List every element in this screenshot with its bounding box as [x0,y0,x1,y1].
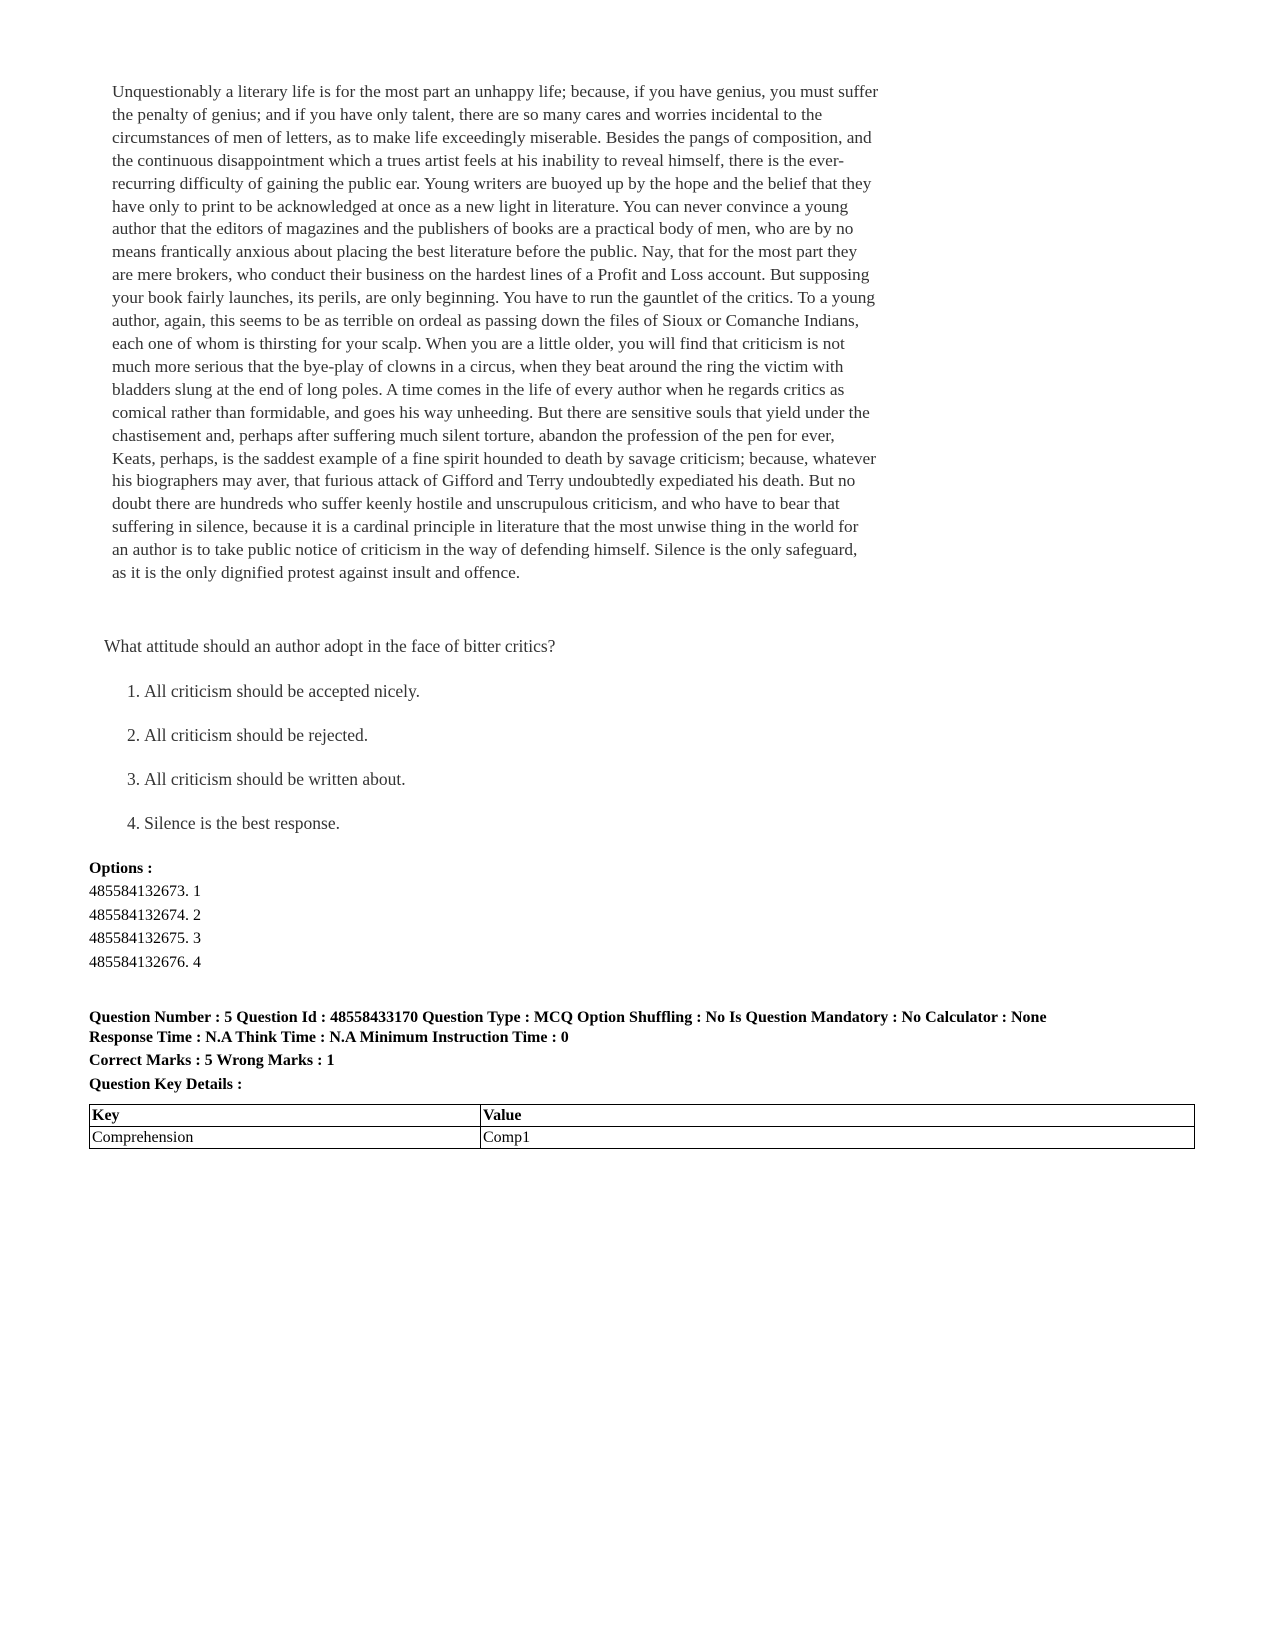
passage-line: each one of whom is thirsting for your scalp. When you are a little older, you will find that criticism is not [112,333,845,353]
passage-line: bladders slung at the end of long poles. A time comes in the life of every author when he regards critics as [112,379,845,399]
table-cell: Comp1 [481,1127,1195,1149]
answer-choice [127,813,340,834]
passage-line: his biographers may aver, that furious attack of Gifford and Terry undoubtedly expediated his death. But no [112,471,856,491]
passage-line: Unquestionably a literary life is for the most part an unhappy life; because, if you have genius, you must suffer [112,82,879,101]
passage-line: doubt there are hundreds who suffer keenly hostile and unscrupulous criticism, and who have to bear that [112,494,840,514]
passage-line: comical rather than formidable, and goes his way unheeding. But there are sensitive souls that yield under the [112,402,870,422]
choice-number: 1. [127,681,141,701]
passage-line: author, again, this seems to be as terrible on ordeal as passing down the files of Sioux or Comanche Indians, [112,311,860,331]
passage-line: as it is the only dignified protest against insult and offence. [112,563,521,583]
choice-number: 3. [127,769,141,789]
answer-choice [127,725,368,746]
passage-text [112,81,992,585]
choice-number: 4. [127,813,141,833]
choice-number: 2. [127,725,141,745]
passage-line: chastisement and, perhaps after suffering much silent torture, abandon the profession of the pen for ever, [112,425,835,445]
passage-line: are mere brokers, who conduct their business on the hardest lines of a Profit and Loss account. But supposing [112,265,870,285]
key-details-title: Question Key Details : [89,1075,243,1093]
marks-line: Correct Marks : 5 Wrong Marks : 1 [89,1052,335,1069]
question-meta [89,1008,1199,1094]
question-meta-line: Question Number : 5 Question Id : 48558433170 Question Type : MCQ Option Shuffling : No Is Question Mandatory : No Calculator : None [89,1009,1047,1026]
answer-choice [127,681,420,702]
passage-line: your book fairly launches, its perils, are only beginning. You have to run the gauntlet of the critics. To a young [112,288,876,308]
passage-line: much more serious that the bye-play of clowns in a circus, when they beat around the ring the victim with [112,356,844,376]
answer-choice [127,769,406,790]
passage-line: suffering in silence, because it is a cardinal principle in literature that the most unwise thing in the world for [112,517,859,537]
column-header: Key [90,1105,481,1127]
options-title: Options : [89,860,153,877]
option-id: 485584132674. 2 [89,906,201,924]
option-id: 485584132675. 3 [89,930,201,948]
choice-text: All criticism should be written about. [144,769,406,789]
option-id: 485584132676. 4 [89,953,201,971]
passage-line: author that the editors of magazines and the publishers of books are a practical body of men, who are by no [112,219,854,239]
passage-line: recurring difficulty of gaining the public ear. Young writers are buoyed up by the hope and the belief that they [112,173,872,193]
choice-text: All criticism should be rejected. [144,725,369,745]
passage-line: Keats, perhaps, is the saddest example of a fine spirit hounded to death by savage criticism; because, whatever [112,448,876,468]
passage-line: have only to print to be acknowledged at once as a new light in literature. You can never convince a young [112,196,849,216]
choice-text: Silence is the best response. [144,813,340,833]
passage-line: the continuous disappointment which a trues artist feels at his inability to reveal himself, there is the ever- [112,150,844,170]
option-id: 485584132673. 1 [89,883,201,901]
options-block [89,857,201,974]
passage-line: means frantically anxious about placing the best literature before the public. Nay, that for the most part they [112,242,858,262]
table-header-row [90,1105,1195,1127]
passage-line: the penalty of genius; and if you have only talent, there are so many cares and worries incidental to the [112,104,823,124]
passage-image [100,70,1000,850]
question-text: What attitude should an author adopt in the face of bitter critics? [104,636,556,656]
column-header: Value [481,1105,1195,1127]
choice-text: All criticism should be accepted nicely. [144,681,420,701]
table-row [90,1127,1195,1149]
passage-line: circumstances of men of letters, as to make life exceedingly miserable. Besides the pangs of composition, and [112,127,872,147]
passage-line: an author is to take public notice of criticism in the way of defending himself. Silence is the only safeguard, [112,540,858,560]
key-details-table [89,1104,1195,1149]
question-meta-line: Response Time : N.A Think Time : N.A Minimum Instruction Time : 0 [89,1028,569,1046]
table-cell: Comprehension [90,1127,481,1149]
